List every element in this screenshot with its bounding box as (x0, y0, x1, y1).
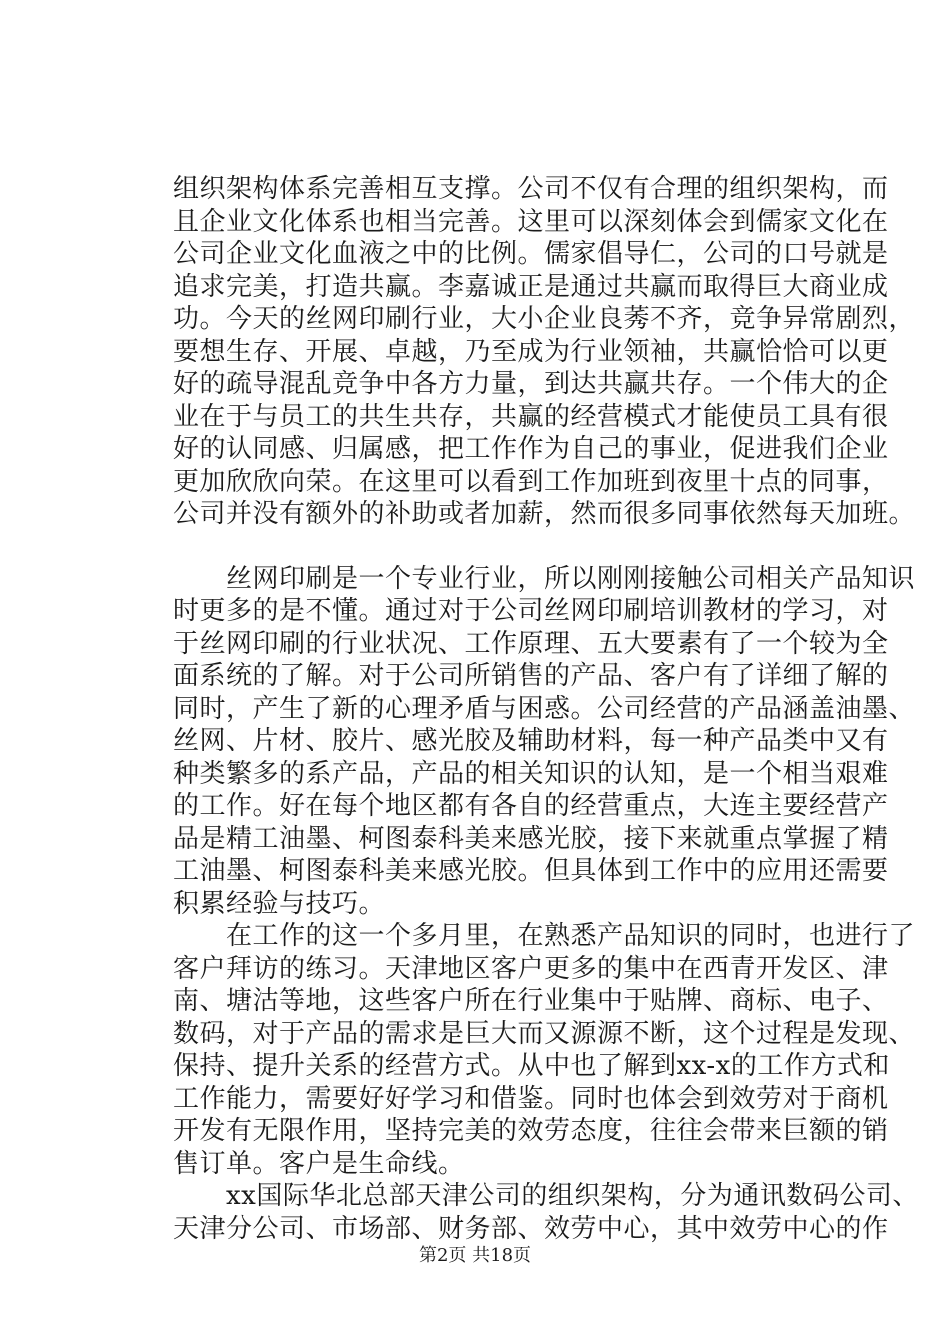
text-line: 要想生存、开展、卓越，乃至成为行业领袖，共赢恰恰可以更 (173, 336, 889, 367)
text-line: 且企业文化体系也相当完善。这里可以深刻体会到儒家文化在 (173, 206, 889, 237)
text-line: 积累经验与技巧。 (173, 888, 386, 919)
text-line: 功。今天的丝网印刷行业，大小企业良莠不齐，竞争异常剧烈， (173, 304, 916, 334)
text-line: 组织架构体系完善相互支撑。公司不仅有合理的组织架构，而 (173, 174, 889, 204)
text-line: 更加欣欣向荣。在这里可以看到工作加班到夜里十点的同事， (173, 466, 889, 497)
text-line: 工油墨、柯图泰科美来感光胶。但具体到工作中的应用还需要 (173, 856, 889, 886)
text-line: 面系统的了解。对于公司所销售的产品、客户有了详细了解的 (173, 661, 889, 691)
text-line: 业在于与员工的共生共存，共赢的经营模式才能使员工具有很 (173, 401, 889, 432)
text-line: 公司并没有额外的补助或者加薪，然而很多同事依然每天加班。 (173, 499, 916, 529)
text-line: 丝网、片材、胶片、感光胶及辅助材料，每一种产品类中又有 (173, 726, 889, 756)
text-line: 种类繁多的系产品，产品的相关知识的认知，是一个相当艰难 (173, 758, 889, 789)
text-line: 好的疏导混乱竞争中各方力量，到达共赢共存。一个伟大的企 (173, 369, 889, 399)
text-line: 工作能力，需要好好学习和借鉴。同时也体会到效劳对于商机 (173, 1083, 889, 1114)
text-line: 在工作的这一个多月里，在熟悉产品知识的同时，也进行了 (173, 921, 916, 951)
text-line: 品是精工油墨、柯图泰科美来感光胶，接下来就重点掌握了精 (173, 823, 889, 854)
text-line: 保持、提升关系的经营方式。从中也了解到xx-x的工作方式和 (173, 1051, 890, 1081)
text-line: 的工作。好在每个地区都有各自的经营重点，大连主要经营产 (173, 791, 889, 821)
text-line: 于丝网印刷的行业状况、工作原理、五大要素有了一个较为全 (173, 628, 889, 659)
text-line: 丝网印刷是一个专业行业，所以刚刚接触公司相关产品知识 (173, 563, 916, 594)
text-line: 同时，产生了新的心理矛盾与困惑。公司经营的产品涵盖油墨、 (173, 693, 916, 724)
text-line: 数码，对于产品的需求是巨大而又源源不断，这个过程是发现、 (173, 1018, 916, 1049)
text-line: xx国际华北总部天津公司的组织架构，分为通讯数码公司、 (173, 1181, 919, 1211)
text-line: 售订单。客户是生命线。 (173, 1148, 465, 1179)
text-line: 南、塘沽等地，这些客户所在行业集中于贴牌、商标、电子、 (173, 986, 889, 1016)
text-line: 开发有无限作用，坚持完美的效劳态度，往往会带来巨额的销 (173, 1116, 889, 1146)
page-footer: 第2页 共18页 (418, 1245, 532, 1266)
text-line: 客户拜访的练习。天津地区客户更多的集中在西青开发区、津 (173, 953, 889, 984)
text-line: 天津分公司、市场部、财务部、效劳中心，其中效劳中心的作 (173, 1213, 889, 1244)
text-line: 公司企业文化血液之中的比例。儒家倡导仁，公司的口号就是 (173, 239, 889, 269)
text-line: 追求完美，打造共赢。李嘉诚正是通过共赢而取得巨大商业成 (173, 271, 889, 302)
text-line: 好的认同感、归属感，把工作作为自己的事业，促进我们企业 (173, 434, 889, 464)
text-line: 时更多的是不懂。通过对于公司丝网印刷培训教材的学习，对 (173, 596, 889, 626)
